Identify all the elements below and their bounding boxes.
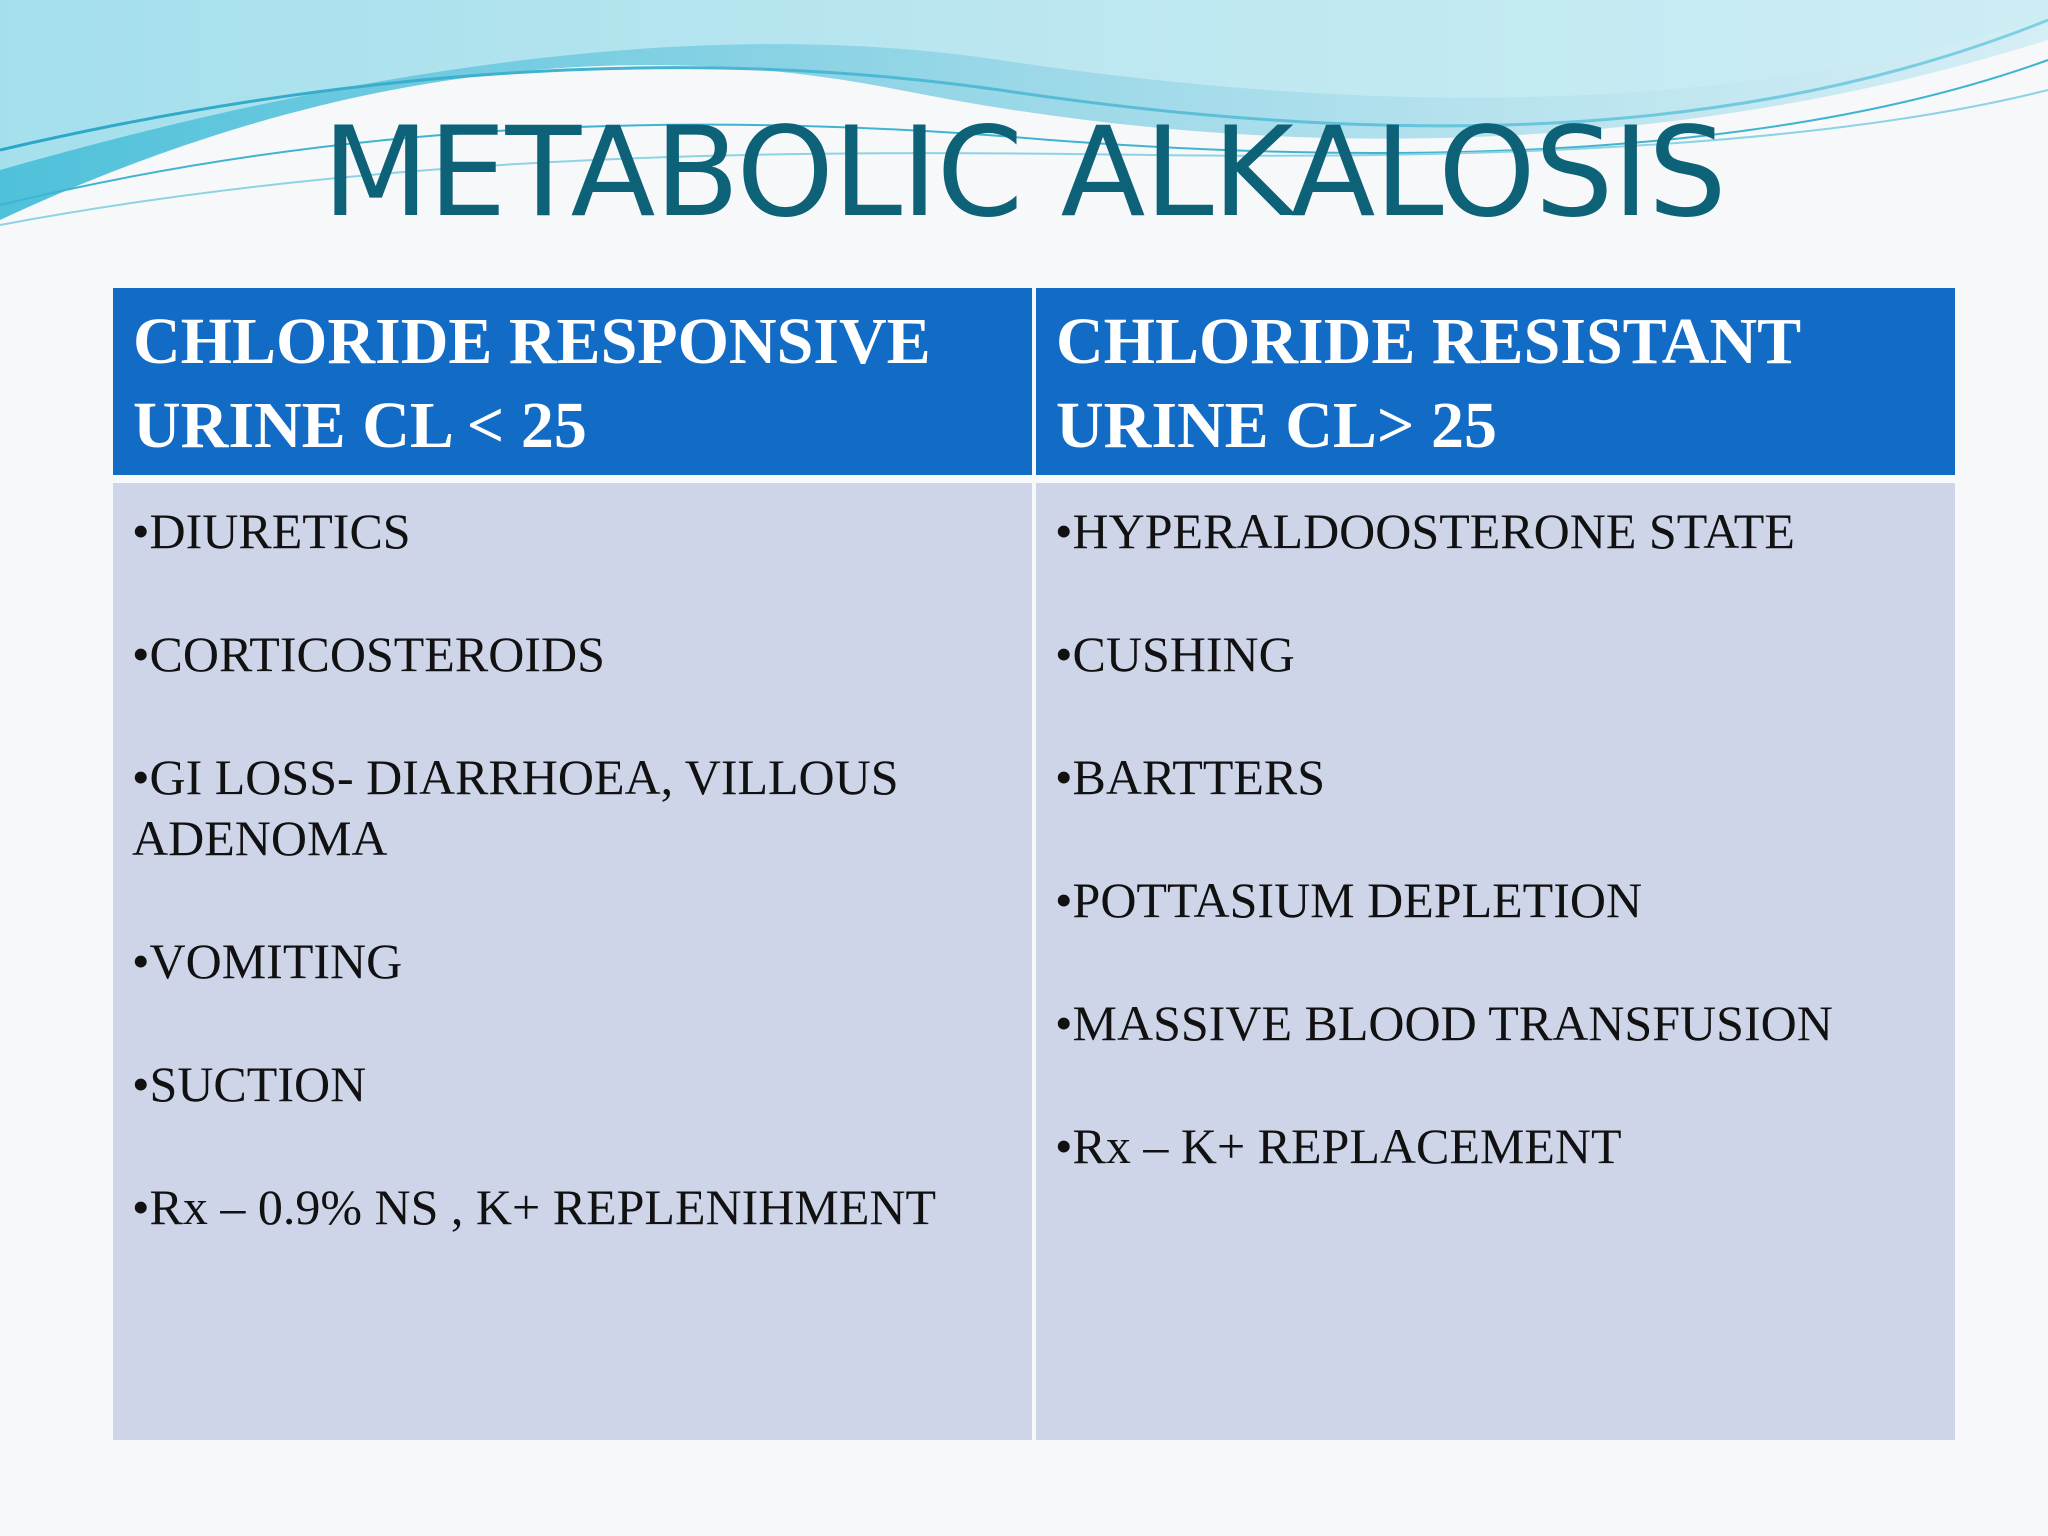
resistant-causes-cell (1036, 483, 1955, 1440)
list-item: •CORTICOSTEROIDS (132, 626, 605, 682)
list-item: •CUSHING (1055, 626, 1295, 682)
list-item: •GI LOSS- DIARRHOEA, VILLOUS ADENOMA (132, 749, 899, 866)
header-chloride-resistant (1036, 288, 1955, 475)
list-item: •DIURETICS (132, 503, 411, 559)
responsive-causes-cell (113, 483, 1032, 1440)
header-right-line2: URINE CL> 25 (1056, 389, 1497, 462)
list-item: •BARTTERS (1055, 749, 1326, 805)
treatment-item: •Rx – K+ REPLACEMENT (1055, 1118, 1622, 1174)
header-left-line1: CHLORIDE RESPONSIVE (133, 305, 931, 378)
list-item: •HYPERALDOOSTERONE STATE (1055, 503, 1795, 559)
header-right-line1: CHLORIDE RESISTANT (1056, 305, 1802, 378)
list-item: •VOMITING (132, 933, 403, 989)
treatment-item: •Rx – 0.9% NS , K+ REPLENIHMENT (132, 1179, 937, 1235)
list-item: •POTTASIUM DEPLETION (1055, 872, 1643, 928)
header-chloride-responsive (113, 288, 1032, 475)
header-left-line2: URINE CL < 25 (133, 389, 587, 462)
list-item: •MASSIVE BLOOD TRANSFUSION (1055, 995, 1833, 1051)
comparison-table (113, 288, 1955, 1440)
slide-title: METABOLIC ALKALOSIS (322, 101, 1726, 245)
list-item: •SUCTION (132, 1056, 367, 1112)
